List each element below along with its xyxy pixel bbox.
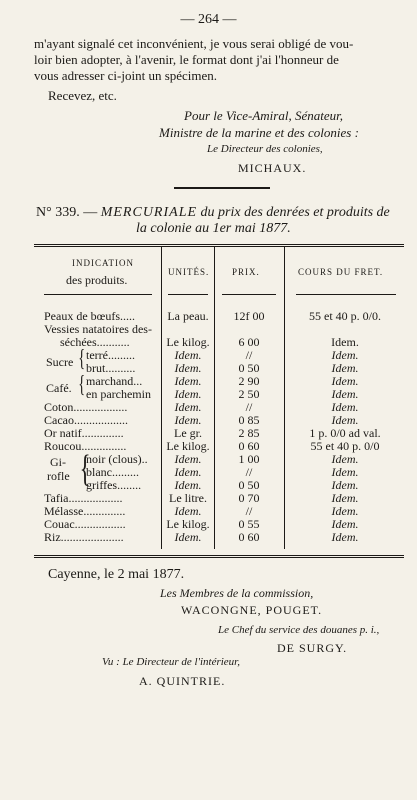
brace-sucre: {	[78, 346, 86, 372]
footer-names: WACONGNE, POUGET.	[181, 603, 323, 617]
cell-unite: Idem.	[174, 374, 202, 388]
signature-line-3: Le Directeur des colonies,	[207, 143, 323, 155]
cell-cours: Idem.	[331, 413, 359, 427]
cell-prix: 2 50	[238, 387, 260, 401]
cell-unite: Idem.	[174, 452, 202, 466]
header-rule	[168, 294, 208, 295]
cell-prix: 0 85	[238, 413, 260, 427]
table-row	[0, 413, 417, 427]
cell-unite: Idem.	[174, 530, 202, 544]
signature-line-2: Ministre de la marine et des colonies :	[159, 125, 359, 140]
table-row	[0, 335, 417, 349]
brace-cafe: {	[78, 372, 86, 398]
cell-unite: Le kilog.	[166, 439, 210, 453]
cell-cours: Idem.	[331, 465, 359, 479]
cell-produit: séchées...........	[60, 335, 130, 349]
cell-produit: Or natif..............	[44, 426, 124, 440]
title-word: MERCURIALE	[100, 205, 198, 220]
cell-cours: Idem.	[331, 504, 359, 518]
table-row	[0, 530, 417, 544]
cell-unite: Idem.	[174, 478, 202, 492]
cell-produit: Riz.....................	[44, 530, 124, 544]
brace-girofle: {	[79, 448, 91, 490]
cell-unite: Idem.	[174, 361, 202, 375]
table-header-unites: UNITÉS.	[168, 267, 210, 277]
cell-prix: 2 90	[238, 374, 260, 388]
cell-cours: Idem.	[331, 348, 359, 362]
cell-produit: griffes........	[86, 478, 142, 492]
cell-unite: La peau.	[167, 309, 209, 323]
cell-cours: Idem.	[331, 452, 359, 466]
group-label-sucre: Sucre	[46, 355, 74, 369]
cell-prix: //	[245, 504, 253, 518]
cell-produit: terré.........	[86, 348, 135, 362]
document-title	[36, 205, 406, 221]
cell-cours: Idem.	[331, 400, 359, 414]
group-label-girofle: rofle	[47, 469, 70, 483]
group-label-cafe: Café.	[46, 381, 72, 395]
closing-formula: Recevez, etc.	[48, 88, 117, 103]
cell-produit: brut..........	[86, 361, 136, 375]
table-row	[0, 309, 417, 323]
cell-cours: 55 et 40 p. 0/0.	[309, 309, 381, 323]
cell-cours: Idem.	[331, 478, 359, 492]
footer-vu-name: A. QUINTRIE.	[139, 674, 226, 688]
cell-unite: Idem.	[174, 387, 202, 401]
table-header-prix: PRIX.	[232, 267, 260, 277]
cell-unite: Idem.	[174, 465, 202, 479]
cell-produit: Couac.................	[44, 517, 126, 531]
table-row	[0, 322, 417, 336]
cell-produit: blanc.........	[86, 465, 139, 479]
cell-unite: Idem.	[174, 348, 202, 362]
header-rule	[296, 294, 396, 295]
cell-prix: //	[245, 465, 253, 479]
cell-prix: //	[245, 348, 253, 362]
table-row	[0, 491, 417, 505]
header-rule	[44, 294, 152, 295]
footer-members: Les Membres de la commission,	[160, 586, 314, 600]
cell-cours: Idem.	[331, 517, 359, 531]
cell-prix: 0 50	[238, 478, 260, 492]
cell-prix: 1 00	[238, 452, 260, 466]
table-row	[0, 517, 417, 531]
signature-line-1: Pour le Vice-Amiral, Sénateur,	[184, 108, 343, 123]
cell-cours: Idem.	[331, 387, 359, 401]
cell-prix: //	[245, 400, 253, 414]
table-header-indication: INDICATION	[72, 258, 134, 268]
cell-produit: Mélasse..............	[44, 504, 126, 518]
cell-unite: Le litre.	[169, 491, 207, 505]
cell-unite: Idem.	[174, 413, 202, 427]
intro-line: m'ayant signalé cet inconvénient, je vous serai obligé de vou-	[34, 36, 354, 51]
cell-produit: Coton..................	[44, 400, 128, 414]
footer-chef-name: DE SURGY.	[277, 641, 348, 655]
cell-prix: 0 70	[238, 491, 260, 505]
cell-cours: Idem.	[331, 530, 359, 544]
header-rule	[222, 294, 276, 295]
cell-unite: Idem.	[174, 504, 202, 518]
page-number: — 264 —	[180, 12, 237, 27]
cell-prix: 6 00	[238, 335, 260, 349]
title-rest: du prix des denrées et produits de	[200, 205, 390, 220]
intro-line: vous adresser ci-joint un spécimen.	[34, 68, 218, 83]
cell-prix: 2 85	[238, 426, 260, 440]
cell-produit: en parchemin	[86, 387, 151, 401]
intro-line: loir bien adopter, à l'avenir, le format dont j'ai l'honneur de	[34, 52, 339, 67]
section-separator	[174, 187, 270, 189]
cell-cours: Idem.	[331, 374, 359, 388]
cell-prix: 0 60	[238, 439, 260, 453]
cell-unite: Le gr.	[174, 426, 202, 440]
cell-produit: Roucou...............	[44, 439, 127, 453]
footer-vu: Vu : Le Directeur de l'intérieur,	[102, 656, 240, 668]
cell-produit: Tafia..................	[44, 491, 123, 505]
cell-produit: noir (clous)..	[86, 452, 148, 466]
cell-cours: Idem.	[331, 361, 359, 375]
group-label-girofle: Gi-	[50, 455, 66, 469]
table-row	[0, 504, 417, 518]
title-number: N° 339. —	[36, 205, 98, 220]
table-header-cours: COURS DU FRET.	[298, 267, 384, 277]
cell-prix: 0 55	[238, 517, 260, 531]
footer-chef: Le Chef du service des douanes p. i.,	[218, 624, 380, 636]
table-row	[0, 439, 417, 453]
cell-unite: Le kilog.	[166, 517, 210, 531]
cell-cours: 55 et 40 p. 0/0	[310, 439, 380, 453]
footer-date: Cayenne, le 2 mai 1877.	[48, 567, 185, 582]
cell-produit: Vessies natatoires des-	[44, 322, 152, 336]
cell-produit: Peaux de bœufs.....	[44, 309, 135, 323]
cell-cours: 1 p. 0/0 ad val.	[309, 426, 381, 440]
cell-unite: Le kilog.	[166, 335, 210, 349]
cell-produit: Cacao..................	[44, 413, 128, 427]
table-row	[0, 400, 417, 414]
cell-cours: Idem.	[331, 335, 359, 349]
table-header-produits: des produits.	[66, 273, 128, 287]
table-row	[0, 426, 417, 440]
signature-name: MICHAUX.	[238, 161, 307, 175]
cell-produit: marchand...	[86, 374, 143, 388]
intro-paragraph	[34, 36, 404, 84]
cell-prix: 0 50	[238, 361, 260, 375]
cell-prix: 0 60	[238, 530, 260, 544]
cell-prix: 12f 00	[233, 309, 265, 323]
cell-cours: Idem.	[331, 491, 359, 505]
cell-unite: Idem.	[174, 400, 202, 414]
document-title-line-2: la colonie au 1er mai 1877.	[136, 221, 291, 236]
